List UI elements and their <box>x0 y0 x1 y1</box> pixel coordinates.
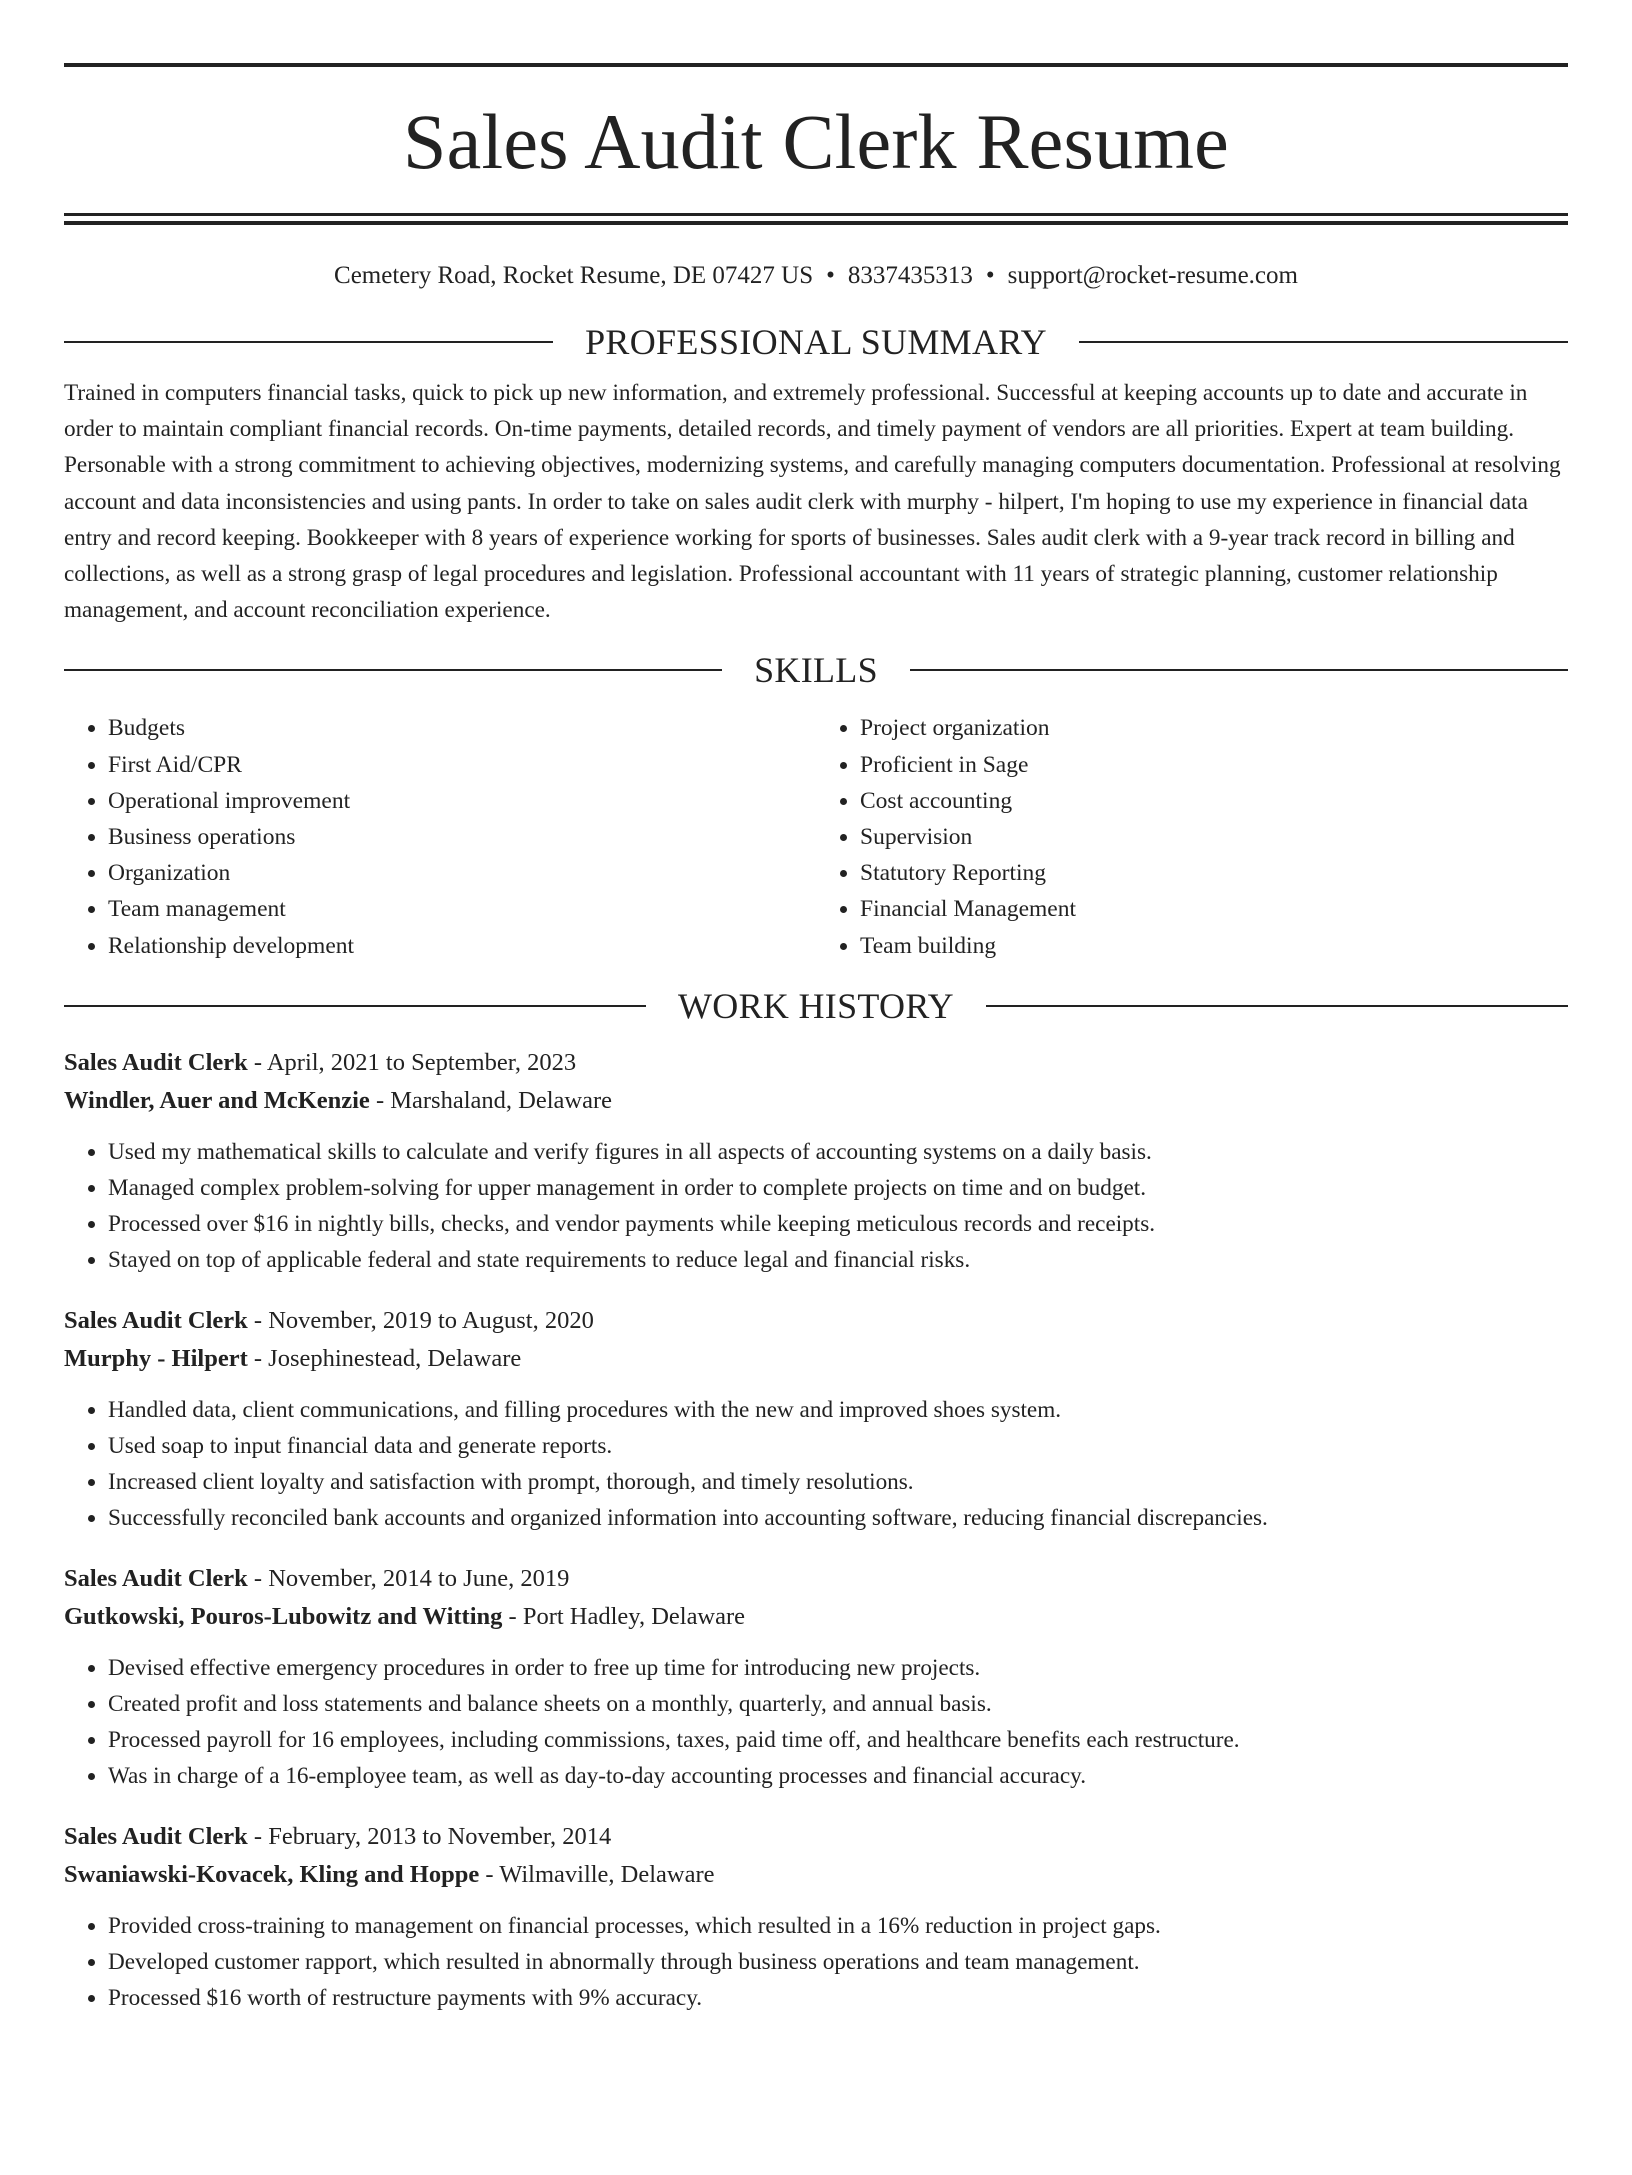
skills-heading <box>64 650 1568 690</box>
job-bullet: • Processed payroll for 16 employees, including commissions, taxes, paid time off, and healthcare benefits each restructure. <box>108 1722 1568 1758</box>
job-bullet: • Managed complex problem-solving for upper management in order to complete projects on time and on budget. <box>108 1170 1568 1206</box>
resume-page <box>0 63 1632 2175</box>
job-bullet: • Stayed on top of applicable federal and state requirements to reduce legal and financial risks. <box>108 1242 1568 1278</box>
skill-item: • Team building <box>860 928 1568 964</box>
skill-item: • First Aid/CPR <box>108 747 816 783</box>
job-dates: - February, 2013 to November, 2014 <box>247 1822 612 1850</box>
skill-item: • Business operations <box>108 819 816 855</box>
job-bullet: • Handled data, client communications, and filling procedures with the new and improved shoes system. <box>108 1392 1568 1428</box>
job-employer: Swaniawski-Kovacek, Kling and Hoppe <box>64 1860 480 1888</box>
job-bullets <box>64 1650 1568 1794</box>
skills-column-left <box>64 710 816 963</box>
job-bullet: • Provided cross-training to management on financial processes, which resulted in a 16% reduction in project gaps. <box>108 1908 1568 1944</box>
job-title-line <box>64 1302 1568 1340</box>
contact-line <box>64 261 1568 291</box>
skill-item: • Supervision <box>860 819 1568 855</box>
job-entry <box>64 1818 1568 2016</box>
job-location: - Wilmaville, Delaware <box>479 1860 715 1888</box>
job-bullet: • Processed $16 worth of restructure payments with 9% accuracy. <box>108 1980 1568 2016</box>
contact-separator: • <box>985 262 995 289</box>
skill-item: • Proficient in Sage <box>860 747 1568 783</box>
job-employer: Murphy - Hilpert <box>64 1344 248 1372</box>
job-bullet: • Used my mathematical skills to calculate and verify figures in all aspects of accounting systems on a daily basis. <box>108 1134 1568 1170</box>
job-employer-line <box>64 1856 1568 1894</box>
job-employer: Gutkowski, Pouros-Lubowitz and Witting <box>64 1602 503 1630</box>
job-location: - Port Hadley, Delaware <box>502 1602 746 1630</box>
job-title-line <box>64 1560 1568 1598</box>
summary-heading <box>64 322 1568 362</box>
job-dates: - November, 2019 to August, 2020 <box>247 1306 594 1334</box>
job-entry <box>64 1044 1568 1278</box>
job-bullet: • Increased client loyalty and satisfaction with prompt, thorough, and timely resolutions. <box>108 1464 1568 1500</box>
job-dates: - November, 2014 to June, 2019 <box>247 1564 570 1592</box>
heading-rule <box>64 1005 646 1007</box>
job-entry <box>64 1302 1568 1536</box>
job-bullets <box>64 1392 1568 1536</box>
heading-rule <box>986 1005 1568 1007</box>
page-title: Sales Audit Clerk Resume <box>403 98 1229 185</box>
job-title: Sales Audit Clerk <box>64 1306 248 1334</box>
job-bullets <box>64 1908 1568 2016</box>
skill-item: • Operational improvement <box>108 783 816 819</box>
job-bullet: • Successfully reconciled bank accounts and organized information into accounting software, reducing financial discrepancies. <box>108 1500 1568 1536</box>
job-employer: Windler, Auer and McKenzie <box>64 1086 370 1114</box>
job-title: Sales Audit Clerk <box>64 1048 248 1076</box>
job-dates: - April, 2021 to September, 2023 <box>247 1048 577 1076</box>
work-history-heading <box>64 986 1568 1026</box>
job-location: - Josephinestead, Delaware <box>247 1344 522 1372</box>
job-bullet: • Processed over $16 in nightly bills, checks, and vendor payments while keeping meticulous records and receipts. <box>108 1206 1568 1242</box>
skills-list <box>64 710 1568 963</box>
top-rule <box>64 63 1568 67</box>
job-bullet: • Used soap to input financial data and generate reports. <box>108 1428 1568 1464</box>
job-title: Sales Audit Clerk <box>64 1822 248 1850</box>
job-bullet: • Was in charge of a 16-employee team, as well as day-to-day accounting processes and financial accuracy. <box>108 1758 1568 1794</box>
job-location: - Marshaland, Delaware <box>369 1086 612 1114</box>
skill-item: • Budgets <box>108 710 816 746</box>
heading-rule <box>64 341 553 343</box>
job-bullet: • Developed customer rapport, which resulted in abnormally through business operations and team management. <box>108 1944 1568 1980</box>
skill-item: • Relationship development <box>108 928 816 964</box>
job-bullet: • Devised effective emergency procedures in order to free up time for introducing new projects. <box>108 1650 1568 1686</box>
skill-item: • Team management <box>108 891 816 927</box>
job-bullet: • Created profit and loss statements and balance sheets on a monthly, quarterly, and annual basis. <box>108 1686 1568 1722</box>
job-title-line <box>64 1818 1568 1856</box>
heading-rule <box>64 669 722 671</box>
job-title: Sales Audit Clerk <box>64 1564 248 1592</box>
skill-item: • Financial Management <box>860 891 1568 927</box>
skill-item: • Organization <box>108 855 816 891</box>
skill-item: • Cost accounting <box>860 783 1568 819</box>
job-employer-line <box>64 1598 1568 1636</box>
job-employer-line <box>64 1082 1568 1120</box>
contact-separator: • <box>826 262 835 289</box>
skill-item: • Statutory Reporting <box>860 855 1568 891</box>
skills-column-right <box>816 710 1568 963</box>
section-title: WORK HISTORY <box>678 985 954 1026</box>
section-title: PROFESSIONAL SUMMARY <box>585 322 1047 362</box>
job-entry <box>64 1560 1568 1794</box>
contact-address: Cemetery Road, Rocket Resume, DE 07427 US <box>334 262 814 289</box>
section-title: SKILLS <box>754 650 878 691</box>
contact-phone: 8337435313 <box>847 262 973 289</box>
job-title-line <box>64 1044 1568 1082</box>
title-double-rule <box>64 213 1568 225</box>
skill-item: • Project organization <box>860 710 1568 746</box>
summary-text: Trained in computers financial tasks, quick to pick up new information, and extremely professional. Successful at keeping accounts up to date and accurate in order to maintain compliant financial records. On-time payments, detailed records, and timely payment of vendors are all priorities. Expert at team building. Personable with a strong commitment to achieving objectives, modernizing systems, and carefully managing computers documentation. Professional at resolving account and data inconsistencies and using pants. In order to take on sales audit clerk with murphy - hilpert, I'm hoping to use my experience in financial data entry and record keeping. Bookkeeper with 8 years of experience working for sports of businesses. Sales audit clerk with a 9-year track record in billing and collections, as well as a strong grasp of legal procedures and legislation. Professional accountant with 11 years of strategic planning, customer relationship management, and account reconciliation experience. <box>64 380 1561 624</box>
job-employer-line <box>64 1340 1568 1378</box>
job-bullets <box>64 1134 1568 1278</box>
heading-rule <box>1079 341 1568 343</box>
contact-email: support@rocket-resume.com <box>1007 262 1298 289</box>
heading-rule <box>910 669 1568 671</box>
